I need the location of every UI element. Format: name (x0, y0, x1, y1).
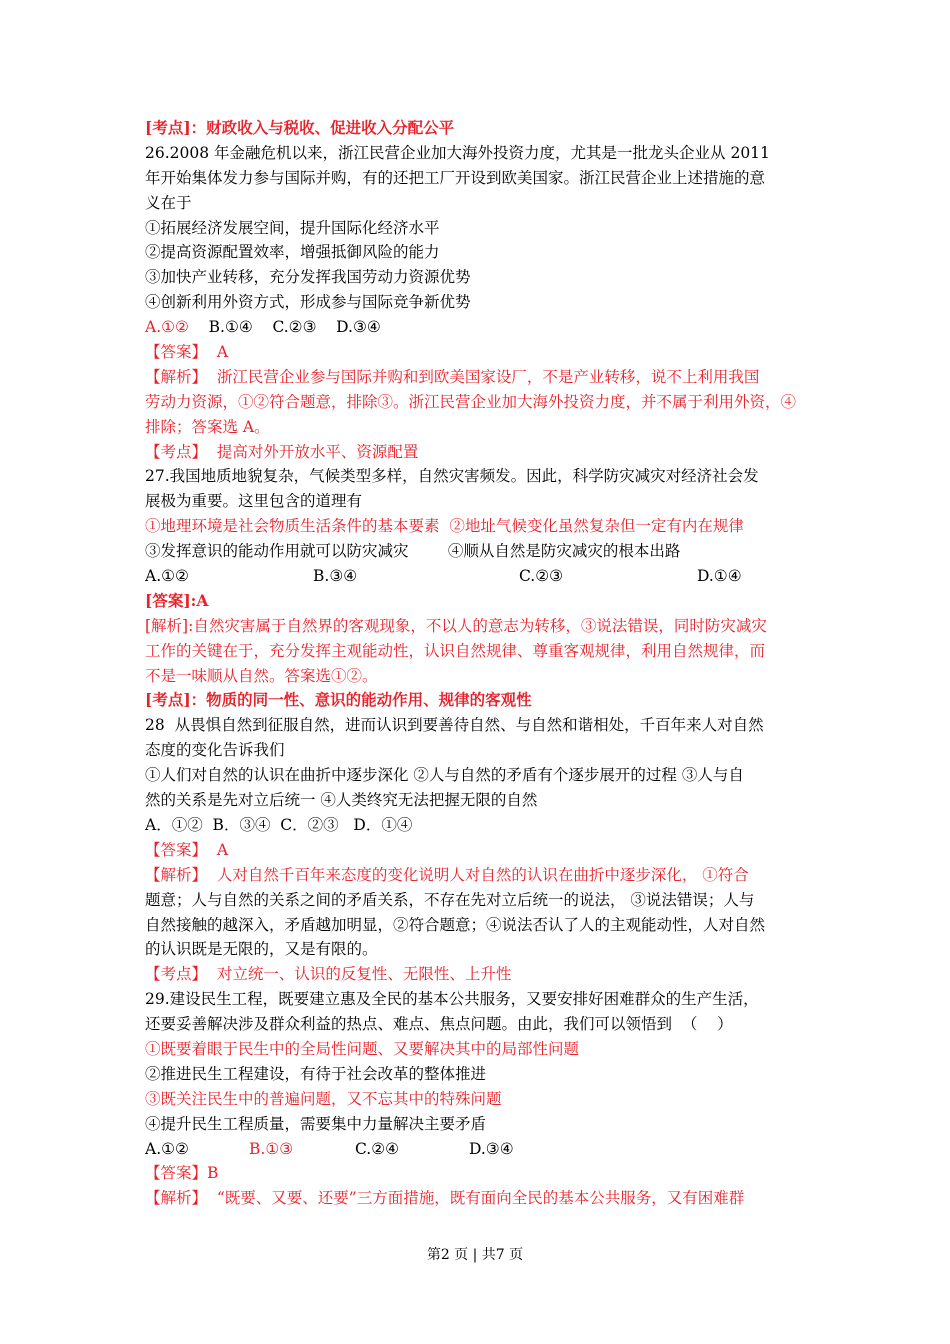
text-line: 自然接触的越深入，矛盾越加明显，②符合题意；④说法否认了人的主观能动性，人对自然 (145, 915, 766, 934)
text-line: 劳动力资源，①②符合题意，排除③。浙江民营企业加大海外投资力度，并不属于利用外资，④ (145, 392, 797, 411)
text-segment: A.①② (145, 318, 189, 337)
text-line: ②推进民生工程建设，有待于社会改革的整体推进 (145, 1064, 487, 1083)
option-text: B.③④ (313, 567, 358, 586)
text-line: ④提升民生工程质量，需要集中力量解决主要矛盾 (145, 1114, 487, 1133)
text-line: 工作的关键在于，充分发挥主观能动性，认识自然规律、尊重客观规律，利用自然规律，而 (145, 641, 766, 660)
text-line (145, 1137, 811, 1162)
text-line: 【答案】B (145, 1164, 219, 1183)
text-line: ②提高资源配置效率，增强抵御风险的能力 (145, 243, 440, 262)
text-line: [答案]:A (145, 590, 209, 610)
option-text: B.①③ (249, 1139, 294, 1158)
text-segment: B.①④ C.②③ D.③④ (188, 318, 381, 337)
text-line: A．①② B．③④ C．②③ D．①④ (145, 815, 413, 834)
text-line: 然的关系是先对立后统一 ④人类终究无法把握无限的自然 (145, 791, 538, 810)
text-line: 29.建设民生工程，既要建立惠及全民的基本公共服务，又要安排好困难群众的生产生活， (145, 990, 759, 1009)
text-line: 还要妥善解决涉及群众利益的热点、难点、焦点问题。由此，我们可以领悟到 （ ） (145, 1015, 733, 1034)
text-line: [考点]：财政收入与税收、促进收入分配公平 (145, 118, 455, 137)
text-line: 年开始集体发力参与国际并购，有的还把工厂开设到欧美国家。浙江民营企业上述措施的意 (145, 168, 766, 187)
text-line: 【解析】 浙江民营企业参与国际并购和到欧美国家设厂，不是产业转移，说不上利用我国 (145, 367, 760, 386)
text-line: [解析]:自然灾害属于自然界的客观现象，不以人的意志为转移，③说法错误，同时防灾减灾 (145, 616, 767, 635)
text-line (145, 1186, 811, 1211)
text-line: ①既要着眼于民生中的全局性问题、又要解决其中的局部性问题 (145, 1039, 580, 1058)
text-line: 态度的变化告诉我们 (145, 741, 285, 760)
document-body (145, 116, 811, 1211)
text-line: 28 从畏惧自然到征服自然，进而认识到要善待自然、与自然和谐相处，千百年来人对自然 (145, 716, 764, 735)
option-text: C.②④ (355, 1139, 400, 1158)
text-line: ③既关注民生中的普遍问题，又不忘其中的特殊问题 (145, 1089, 502, 1108)
text-line: 【考点】 对立统一、认识的反复性、无限性、上升性 (145, 965, 512, 984)
option-text: A.①② (145, 1139, 189, 1158)
text-segment: “既要、又要、还要”三方面措施，既有面向全民的基本公共服务，又有困难群 (207, 1189, 745, 1208)
text-line: ③加快产业转移，充分发挥我国劳动力资源优势 (145, 268, 471, 287)
text-line: [考点]：物质的同一性、意识的能动作用、规律的客观性 (145, 690, 532, 710)
page-footer: 第2 页 | 共7 页 (426, 1247, 524, 1263)
text-line (145, 564, 811, 589)
text-segment: 【解析】 (145, 1189, 208, 1208)
option-text: C.②③ (519, 567, 564, 586)
text-line (145, 315, 811, 340)
text-line: 的认识既是无限的，又是有限的。 (145, 940, 378, 959)
text-line: 【解析】 人对自然千百年来态度的变化说明人对自然的认识在曲折中逐步深化， ①符合 (145, 865, 749, 884)
option-text: D.③④ (469, 1139, 514, 1158)
option-text: A.①② (145, 567, 189, 586)
text-line: 排除；答案选 A。 (145, 417, 270, 436)
text-line: 27.我国地质地貌复杂，气候类型多样，自然灾害频发。因此，科学防灾减灾对经济社会发 (145, 467, 759, 486)
text-line: 【答案】 A (145, 840, 229, 859)
text-line: 不是一味顺从自然。答案选①②。 (145, 666, 378, 685)
text-line: ①拓展经济发展空间，提升国际化经济水平 (145, 218, 440, 237)
option-text: D.①④ (697, 567, 742, 586)
text-line: 展极为重要。这里包含的道理有 (145, 492, 363, 511)
text-line: ③发挥意识的能动作用就可以防灾减灾 ④顺从自然是防灾减灾的根本出路 (145, 542, 681, 561)
text-line: 【答案】 A (145, 343, 229, 362)
text-line: 义在于 (145, 193, 192, 212)
text-line: ①地理环境是社会物质生活条件的基本要素 ②地址气候变化虽然复杂但一定有内在规律 (145, 517, 744, 536)
text-line: 题意；人与自然的关系之间的矛盾关系，不存在先对立后统一的说法， ③说法错误；人与 (145, 890, 755, 909)
text-line: 【考点】 提高对外开放水平、资源配置 (145, 442, 419, 461)
text-line: 26.2008 年金融危机以来，浙江民营企业加大海外投资力度，尤其是一批龙头企业从 2011 (145, 143, 770, 162)
text-line: ①人们对自然的认识在曲折中逐步深化 ②人与自然的矛盾有个逐步展开的过程 ③人与自 (145, 766, 744, 785)
text-line: ④创新利用外资方式，形成参与国际竞争新优势 (145, 293, 471, 312)
